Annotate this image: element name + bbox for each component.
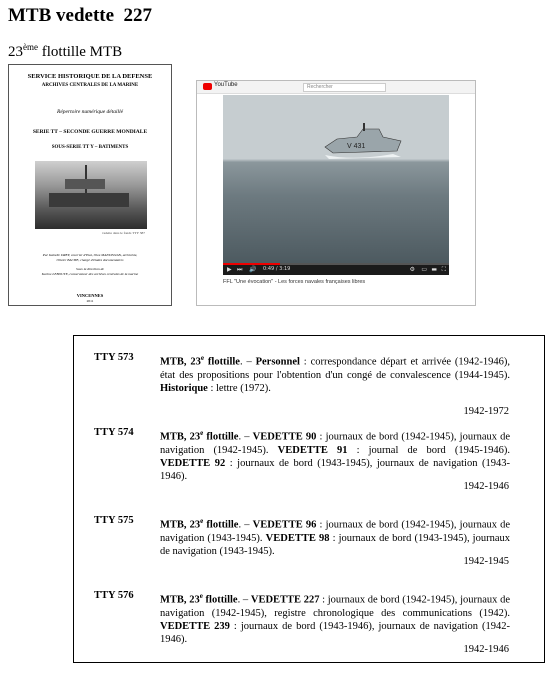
record-code: TTY 573: [94, 352, 134, 363]
record-description: MTB, 23e flottille. – VEDETTE 90 : journaux de bord (1942-1945), journaux de navigation (1942-1945). VEDETTE 91 : journal de bord (1945-1946). VEDETTE 92 : journaux de bord (1943-1945), journaux de navigation (1943-1946).: [160, 429, 511, 482]
cover-direction-1: Sous la direction de: [76, 267, 104, 271]
record-years: 1942-1946: [463, 481, 509, 492]
page-subtitle: [8, 42, 122, 61]
video-controls: [223, 263, 449, 275]
video-progress-bar[interactable]: [223, 263, 449, 265]
youtube-search-input[interactable]: Rechercher: [303, 83, 386, 92]
record-description: MTB, 23e flottille. – Personnel : correspondance départ et arrivée (1942-1946), état des propositions pour l'obtention d'un congé de convalescence (1944-1945). Historique : lettre (1972).: [160, 354, 511, 394]
cover-year: 2011: [86, 299, 94, 303]
video-title[interactable]: FFL "Une évocation" - Les forces navales françaises libres: [223, 279, 366, 285]
record-years: 1942-1972: [463, 406, 509, 417]
subtitle-number: 23: [8, 44, 23, 60]
subtitle-superscript: ème: [23, 42, 38, 52]
video-time: 0:49 / 3:19: [263, 266, 291, 272]
youtube-logo-text: YouTube: [214, 82, 238, 88]
cover-authors-2: Olivier BACHE, chargé d'études documentaires: [56, 258, 124, 262]
record-description: MTB, 23e flottille. – VEDETTE 227 : journaux de bord (1942-1945), journaux de navigation (1942-1945), registre chronologique des communications (1942). VEDETTE 239 : journaux de bord (1943-1946), journaux de navigation (1942-1946).: [160, 592, 511, 645]
settings-gear-icon[interactable]: ⚙: [409, 266, 415, 273]
cover-city: VINCENNES: [76, 293, 104, 298]
theater-icon[interactable]: ▬: [431, 266, 437, 273]
record-code: TTY 576: [94, 590, 134, 601]
record-description: MTB, 23e flottille. – VEDETTE 96 : journaux de bord (1942-1945), journaux de navigation (1943-1945). VEDETTE 98 : journaux de bord (1943-1945), journaux de navigation (1943-1945).: [160, 517, 511, 557]
cover-photo-caption: vedette dans le fonds TTY 387: [101, 231, 145, 235]
cover-repertoire: Répertoire numérique détaillé: [56, 109, 124, 115]
video-progress-fill: [223, 263, 280, 265]
youtube-header: [197, 81, 475, 94]
youtube-video-screenshot[interactable]: [196, 80, 476, 306]
volume-icon[interactable]: 🔊: [249, 266, 257, 273]
record-code: TTY 574: [94, 427, 134, 438]
cover-authors-1: Par Isabelle DREY, courrier d'Etat, Olca MANUELIAN, archiviste,: [42, 253, 138, 257]
youtube-logo-icon[interactable]: [203, 83, 212, 90]
hull-number: V 431: [347, 143, 366, 150]
next-icon[interactable]: ⏭: [237, 266, 243, 273]
miniplayer-icon[interactable]: ▭: [421, 266, 427, 273]
cover-direction-2: Karine LEBOUTE, conservateur des archives centrales de la marine: [41, 272, 139, 276]
record-years: 1942-1945: [463, 556, 509, 567]
subtitle-text: flottille MTB: [38, 44, 123, 60]
video-frame[interactable]: [223, 95, 449, 263]
motor-torpedo-boat-image: [323, 121, 403, 161]
play-icon[interactable]: ▶: [227, 266, 232, 273]
book-cover-image[interactable]: [8, 64, 172, 306]
cover-subseries: SOUS-SERIE TT Y – BATIMENTS: [51, 145, 129, 150]
record-code: TTY 575: [94, 515, 134, 526]
cover-series: SERIE TT – SECONDE GUERRE MONDIALE: [32, 129, 148, 135]
record-years: 1942-1946: [463, 644, 509, 655]
page-title: MTB vedette 227: [8, 5, 153, 26]
cover-warship-photo: [35, 161, 147, 229]
fullscreen-icon[interactable]: ⛶: [441, 266, 446, 273]
cover-archives: ARCHIVES CENTRALES DE LA MARINE: [41, 83, 139, 88]
cover-institution: SERVICE HISTORIQUE DE LA DEFENSE: [27, 73, 153, 80]
archive-records-excerpt: [73, 335, 545, 663]
